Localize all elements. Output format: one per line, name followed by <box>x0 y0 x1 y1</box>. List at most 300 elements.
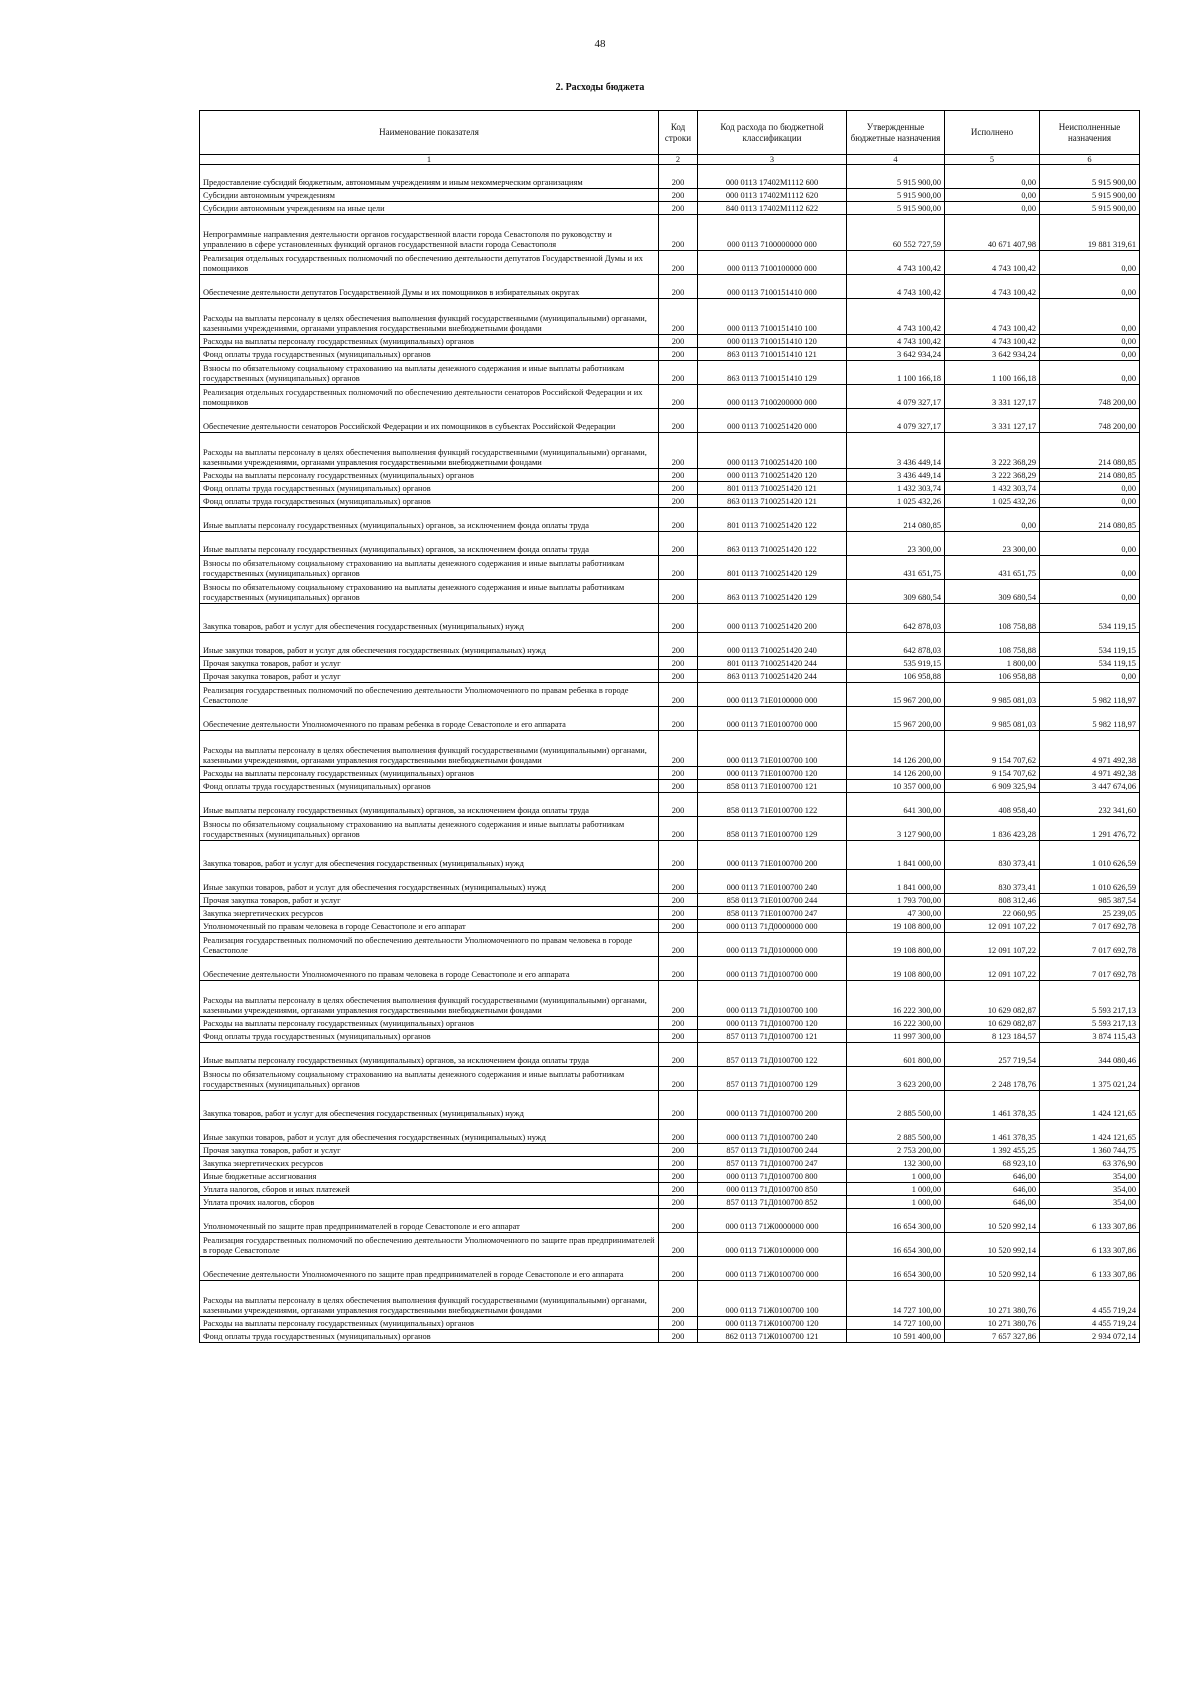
cell-line-code: 200 <box>659 1030 698 1043</box>
cell-expense-code: 000 0113 7100251420 100 <box>698 433 847 469</box>
cell-expense-code: 840 0113 17402M1112 622 <box>698 202 847 215</box>
cell-unexecuted: 5 593 217,13 <box>1040 1017 1140 1030</box>
cell-executed: 431 651,75 <box>945 556 1040 580</box>
cell-indicator-name: Иные выплаты персоналу государственных (муниципальных) органов, за исключением фонда оплаты труда <box>200 532 659 556</box>
cell-expense-code: 000 0113 71Д0100700 240 <box>698 1120 847 1144</box>
cell-indicator-name: Субсидии автономным учреждениям на иные цели <box>200 202 659 215</box>
cell-approved: 641 300,00 <box>847 793 945 817</box>
cell-line-code: 200 <box>659 767 698 780</box>
cell-expense-code: 857 0113 71Д0100700 247 <box>698 1157 847 1170</box>
cell-unexecuted: 5 915 900,00 <box>1040 202 1140 215</box>
table-row <box>200 981 1140 1017</box>
cell-executed: 10 520 992,14 <box>945 1257 1040 1281</box>
table-row <box>200 556 1140 580</box>
cell-line-code: 200 <box>659 731 698 767</box>
cell-expense-code: 000 0113 7100251420 120 <box>698 469 847 482</box>
cell-line-code: 200 <box>659 1170 698 1183</box>
cell-line-code: 200 <box>659 1067 698 1091</box>
cell-indicator-name: Иные выплаты персоналу государственных (муниципальных) органов, за исключением фонда оплаты труда <box>200 793 659 817</box>
table-row <box>200 894 1140 907</box>
cell-unexecuted: 232 341,60 <box>1040 793 1140 817</box>
cell-unexecuted: 0,00 <box>1040 361 1140 385</box>
cell-line-code: 200 <box>659 1017 698 1030</box>
cell-indicator-name: Расходы на выплаты персоналу в целях обеспечения выполнения функций государственными (муниципальными) органами, казенными учреждениями, органами управления государственными внебюджетными фондами <box>200 433 659 469</box>
cell-indicator-name: Расходы на выплаты персоналу государственных (муниципальных) органов <box>200 767 659 780</box>
cell-line-code: 200 <box>659 894 698 907</box>
cell-approved: 3 623 200,00 <box>847 1067 945 1091</box>
cell-executed: 12 091 107,22 <box>945 920 1040 933</box>
cell-approved: 1 025 432,26 <box>847 495 945 508</box>
cell-expense-code: 000 0113 7100251420 200 <box>698 604 847 633</box>
cell-unexecuted: 0,00 <box>1040 495 1140 508</box>
cell-indicator-name: Закупка энергетических ресурсов <box>200 1157 659 1170</box>
cell-executed: 40 671 407,98 <box>945 215 1040 251</box>
cell-unexecuted: 5 915 900,00 <box>1040 189 1140 202</box>
cell-approved: 60 552 727,59 <box>847 215 945 251</box>
cell-indicator-name: Предоставление субсидий бюджетным, автономным учреждениям и иным некоммерческим организациям <box>200 165 659 189</box>
cell-approved: 5 915 900,00 <box>847 189 945 202</box>
table-row <box>200 793 1140 817</box>
cell-unexecuted: 214 080,85 <box>1040 469 1140 482</box>
cell-line-code: 200 <box>659 215 698 251</box>
cell-unexecuted: 344 080,46 <box>1040 1043 1140 1067</box>
cell-approved: 132 300,00 <box>847 1157 945 1170</box>
cell-expense-code: 000 0113 7100151410 100 <box>698 299 847 335</box>
cell-executed: 646,00 <box>945 1196 1040 1209</box>
cell-approved: 47 300,00 <box>847 907 945 920</box>
cell-executed: 3 331 127,17 <box>945 385 1040 409</box>
cell-executed: 4 743 100,42 <box>945 251 1040 275</box>
cell-line-code: 200 <box>659 780 698 793</box>
table-row <box>200 580 1140 604</box>
table-row <box>200 707 1140 731</box>
cell-executed: 22 060,95 <box>945 907 1040 920</box>
cell-line-code: 200 <box>659 841 698 870</box>
table-row <box>200 604 1140 633</box>
cell-line-code: 200 <box>659 1144 698 1157</box>
cell-expense-code: 863 0113 7100151410 121 <box>698 348 847 361</box>
table-row <box>200 1120 1140 1144</box>
cell-unexecuted: 1 424 121,65 <box>1040 1091 1140 1120</box>
cell-approved: 14 727 100,00 <box>847 1281 945 1317</box>
cell-executed: 830 373,41 <box>945 870 1040 894</box>
cell-approved: 1 000,00 <box>847 1183 945 1196</box>
cell-approved: 16 654 300,00 <box>847 1257 945 1281</box>
cell-approved: 3 127 900,00 <box>847 817 945 841</box>
cell-indicator-name: Фонд оплаты труда государственных (муниципальных) органов <box>200 780 659 793</box>
cell-line-code: 200 <box>659 981 698 1017</box>
cell-expense-code: 000 0113 71E0100700 200 <box>698 841 847 870</box>
cell-executed: 646,00 <box>945 1170 1040 1183</box>
cell-approved: 23 300,00 <box>847 532 945 556</box>
cell-indicator-name: Взносы по обязательному социальному страхованию на выплаты денежного содержания и иные выплаты работникам государственных (муниципальных) органов <box>200 361 659 385</box>
table-row <box>200 957 1140 981</box>
cell-approved: 1 000,00 <box>847 1196 945 1209</box>
cell-line-code: 200 <box>659 251 698 275</box>
cell-line-code: 200 <box>659 1281 698 1317</box>
cell-unexecuted: 4 971 492,38 <box>1040 731 1140 767</box>
cell-indicator-name: Реализация государственных полномочий по обеспечению деятельности Уполномоченного по правам человека в городе Севастополе <box>200 933 659 957</box>
column-number: 6 <box>1040 155 1140 165</box>
cell-line-code: 200 <box>659 907 698 920</box>
cell-executed: 8 123 184,57 <box>945 1030 1040 1043</box>
cell-line-code: 200 <box>659 385 698 409</box>
cell-executed: 68 923,10 <box>945 1157 1040 1170</box>
cell-indicator-name: Уполномоченный по правам человека в городе Севастополе и его аппарат <box>200 920 659 933</box>
table-row <box>200 202 1140 215</box>
table-row <box>200 165 1140 189</box>
cell-unexecuted: 7 017 692,78 <box>1040 957 1140 981</box>
page-number: 48 <box>594 38 606 50</box>
cell-executed: 1 100 166,18 <box>945 361 1040 385</box>
cell-line-code: 200 <box>659 580 698 604</box>
cell-approved: 1 000,00 <box>847 1170 945 1183</box>
cell-line-code: 200 <box>659 683 698 707</box>
cell-indicator-name: Расходы на выплаты персоналу государственных (муниципальных) органов <box>200 1317 659 1330</box>
table-row <box>200 348 1140 361</box>
cell-indicator-name: Расходы на выплаты персоналу в целях обеспечения выполнения функций государственными (муниципальными) органами, казенными учреждениями, органами управления государственными внебюджетными фондами <box>200 731 659 767</box>
cell-approved: 14 126 200,00 <box>847 767 945 780</box>
cell-expense-code: 863 0113 7100151410 129 <box>698 361 847 385</box>
cell-unexecuted: 0,00 <box>1040 532 1140 556</box>
cell-unexecuted: 748 200,00 <box>1040 409 1140 433</box>
cell-executed: 1 392 455,25 <box>945 1144 1040 1157</box>
table-row <box>200 841 1140 870</box>
cell-unexecuted: 3 874 115,43 <box>1040 1030 1140 1043</box>
cell-line-code: 200 <box>659 870 698 894</box>
cell-indicator-name: Фонд оплаты труда государственных (муниципальных) органов <box>200 348 659 361</box>
cell-unexecuted: 534 119,15 <box>1040 657 1140 670</box>
table-row <box>200 670 1140 683</box>
cell-expense-code: 000 0113 71E0100700 100 <box>698 731 847 767</box>
cell-unexecuted: 0,00 <box>1040 670 1140 683</box>
cell-executed: 3 331 127,17 <box>945 409 1040 433</box>
cell-expense-code: 000 0113 71Д0100700 000 <box>698 957 847 981</box>
cell-approved: 10 591 400,00 <box>847 1330 945 1343</box>
cell-expense-code: 857 0113 71Д0100700 121 <box>698 1030 847 1043</box>
table-row <box>200 385 1140 409</box>
cell-executed: 4 743 100,42 <box>945 335 1040 348</box>
column-number: 3 <box>698 155 847 165</box>
cell-indicator-name: Обеспечение деятельности Уполномоченного по правам человека в городе Севастополе и его аппарата <box>200 957 659 981</box>
cell-indicator-name: Взносы по обязательному социальному страхованию на выплаты денежного содержания и иные выплаты работникам государственных (муниципальных) органов <box>200 556 659 580</box>
cell-indicator-name: Прочая закупка товаров, работ и услуг <box>200 657 659 670</box>
cell-expense-code: 000 0113 71Д0100000 000 <box>698 933 847 957</box>
cell-expense-code: 000 0113 71E0100700 120 <box>698 767 847 780</box>
cell-unexecuted: 7 017 692,78 <box>1040 933 1140 957</box>
cell-approved: 642 878,03 <box>847 633 945 657</box>
cell-line-code: 200 <box>659 409 698 433</box>
cell-unexecuted: 534 119,15 <box>1040 633 1140 657</box>
cell-indicator-name: Фонд оплаты труда государственных (муниципальных) органов <box>200 1030 659 1043</box>
cell-indicator-name: Обеспечение деятельности депутатов Государственной Думы и их помощников в избирательных округах <box>200 275 659 299</box>
cell-expense-code: 801 0113 7100251420 129 <box>698 556 847 580</box>
cell-expense-code: 801 0113 7100251420 121 <box>698 482 847 495</box>
cell-executed: 108 758,88 <box>945 604 1040 633</box>
cell-line-code: 200 <box>659 299 698 335</box>
table-row <box>200 532 1140 556</box>
table-row <box>200 1281 1140 1317</box>
cell-unexecuted: 19 881 319,61 <box>1040 215 1140 251</box>
cell-expense-code: 000 0113 7100251420 000 <box>698 409 847 433</box>
cell-executed: 6 909 325,94 <box>945 780 1040 793</box>
cell-executed: 0,00 <box>945 165 1040 189</box>
cell-unexecuted: 0,00 <box>1040 482 1140 495</box>
cell-line-code: 200 <box>659 1091 698 1120</box>
table-row <box>200 1017 1140 1030</box>
cell-executed: 309 680,54 <box>945 580 1040 604</box>
cell-indicator-name: Иные бюджетные ассигнования <box>200 1170 659 1183</box>
table-row <box>200 920 1140 933</box>
cell-expense-code: 858 0113 71E0100700 244 <box>698 894 847 907</box>
cell-line-code: 200 <box>659 335 698 348</box>
table-row <box>200 1233 1140 1257</box>
cell-executed: 830 373,41 <box>945 841 1040 870</box>
column-number: 1 <box>200 155 659 165</box>
cell-approved: 1 432 303,74 <box>847 482 945 495</box>
cell-line-code: 200 <box>659 933 698 957</box>
cell-unexecuted: 25 239,05 <box>1040 907 1140 920</box>
cell-indicator-name: Закупка товаров, работ и услуг для обеспечения государственных (муниципальных) нужд <box>200 604 659 633</box>
cell-line-code: 200 <box>659 202 698 215</box>
cell-indicator-name: Прочая закупка товаров, работ и услуг <box>200 670 659 683</box>
table-row <box>200 1030 1140 1043</box>
cell-approved: 431 651,75 <box>847 556 945 580</box>
cell-unexecuted: 2 934 072,14 <box>1040 1330 1140 1343</box>
cell-executed: 10 271 380,76 <box>945 1317 1040 1330</box>
cell-approved: 16 222 300,00 <box>847 1017 945 1030</box>
cell-indicator-name: Реализация отдельных государственных полномочий по обеспечению деятельности сенаторов Российской Федерации и их помощников <box>200 385 659 409</box>
cell-executed: 4 743 100,42 <box>945 275 1040 299</box>
cell-indicator-name: Взносы по обязательному социальному страхованию на выплаты денежного содержания и иные выплаты работникам государственных (муниципальных) органов <box>200 580 659 604</box>
cell-expense-code: 863 0113 7100251420 122 <box>698 532 847 556</box>
cell-unexecuted: 0,00 <box>1040 299 1140 335</box>
cell-unexecuted: 4 455 719,24 <box>1040 1317 1140 1330</box>
cell-approved: 535 919,15 <box>847 657 945 670</box>
cell-executed: 10 629 082,87 <box>945 1017 1040 1030</box>
header-indicator-name: Наименование показателя <box>200 111 659 155</box>
cell-line-code: 200 <box>659 1209 698 1233</box>
cell-approved: 642 878,03 <box>847 604 945 633</box>
table-row <box>200 1170 1140 1183</box>
cell-approved: 2 885 500,00 <box>847 1120 945 1144</box>
cell-expense-code: 000 0113 17402M1112 600 <box>698 165 847 189</box>
cell-line-code: 200 <box>659 1120 698 1144</box>
cell-unexecuted: 214 080,85 <box>1040 508 1140 532</box>
cell-executed: 2 248 178,76 <box>945 1067 1040 1091</box>
cell-expense-code: 000 0113 71E0100700 000 <box>698 707 847 731</box>
cell-expense-code: 000 0113 71Ж0100700 120 <box>698 1317 847 1330</box>
cell-executed: 0,00 <box>945 508 1040 532</box>
cell-unexecuted: 214 080,85 <box>1040 433 1140 469</box>
table-row <box>200 933 1140 957</box>
cell-expense-code: 858 0113 71E0100700 247 <box>698 907 847 920</box>
cell-executed: 9 985 081,03 <box>945 683 1040 707</box>
cell-expense-code: 000 0113 7100100000 000 <box>698 251 847 275</box>
table-row <box>200 433 1140 469</box>
cell-expense-code: 801 0113 7100251420 244 <box>698 657 847 670</box>
cell-line-code: 200 <box>659 707 698 731</box>
cell-expense-code: 000 0113 7100251420 240 <box>698 633 847 657</box>
cell-unexecuted: 4 971 492,38 <box>1040 767 1140 780</box>
cell-expense-code: 000 0113 71Д0100700 850 <box>698 1183 847 1196</box>
cell-expense-code: 858 0113 71E0100700 121 <box>698 780 847 793</box>
cell-approved: 601 800,00 <box>847 1043 945 1067</box>
cell-unexecuted: 6 133 307,86 <box>1040 1257 1140 1281</box>
table-row <box>200 251 1140 275</box>
cell-line-code: 200 <box>659 348 698 361</box>
cell-approved: 5 915 900,00 <box>847 202 945 215</box>
cell-indicator-name: Расходы на выплаты персоналу в целях обеспечения выполнения функций государственными (муниципальными) органами, казенными учреждениями, органами управления государственными внебюджетными фондами <box>200 981 659 1017</box>
cell-executed: 4 743 100,42 <box>945 299 1040 335</box>
table-row <box>200 361 1140 385</box>
header-line-code: Код строки <box>659 111 698 155</box>
table-row <box>200 275 1140 299</box>
table-row <box>200 189 1140 202</box>
cell-indicator-name: Иные закупки товаров, работ и услуг для обеспечения государственных (муниципальных) нужд <box>200 633 659 657</box>
cell-approved: 4 079 327,17 <box>847 385 945 409</box>
cell-executed: 106 958,88 <box>945 670 1040 683</box>
column-number-row <box>200 155 1140 165</box>
cell-indicator-name: Иные закупки товаров, работ и услуг для обеспечения государственных (муниципальных) нужд <box>200 1120 659 1144</box>
cell-unexecuted: 4 455 719,24 <box>1040 1281 1140 1317</box>
cell-line-code: 200 <box>659 670 698 683</box>
cell-expense-code: 858 0113 71E0100700 122 <box>698 793 847 817</box>
table-row <box>200 1091 1140 1120</box>
table-row <box>200 495 1140 508</box>
cell-indicator-name: Прочая закупка товаров, работ и услуг <box>200 894 659 907</box>
cell-executed: 23 300,00 <box>945 532 1040 556</box>
cell-executed: 1 800,00 <box>945 657 1040 670</box>
cell-approved: 1 793 700,00 <box>847 894 945 907</box>
column-number: 4 <box>847 155 945 165</box>
cell-unexecuted: 748 200,00 <box>1040 385 1140 409</box>
cell-indicator-name: Закупка товаров, работ и услуг для обеспечения государственных (муниципальных) нужд <box>200 1091 659 1120</box>
cell-unexecuted: 6 133 307,86 <box>1040 1233 1140 1257</box>
cell-unexecuted: 5 915 900,00 <box>1040 165 1140 189</box>
table-row <box>200 482 1140 495</box>
cell-executed: 646,00 <box>945 1183 1040 1196</box>
cell-approved: 4 743 100,42 <box>847 275 945 299</box>
cell-indicator-name: Фонд оплаты труда государственных (муниципальных) органов <box>200 1330 659 1343</box>
cell-indicator-name: Реализация государственных полномочий по обеспечению деятельности Уполномоченного по защите прав предпринимателей в городе Севастополе <box>200 1233 659 1257</box>
cell-indicator-name: Непрограммные направления деятельности органов государственной власти города Севастополя по руководству и управлению в сфере установленных функций органов государственной власти города Севастополя <box>200 215 659 251</box>
cell-line-code: 200 <box>659 1157 698 1170</box>
cell-line-code: 200 <box>659 508 698 532</box>
cell-approved: 309 680,54 <box>847 580 945 604</box>
table-row <box>200 731 1140 767</box>
table-row <box>200 1043 1140 1067</box>
cell-line-code: 200 <box>659 189 698 202</box>
cell-executed: 12 091 107,22 <box>945 933 1040 957</box>
cell-unexecuted: 1 010 626,59 <box>1040 841 1140 870</box>
column-number: 5 <box>945 155 1040 165</box>
table-row <box>200 1257 1140 1281</box>
cell-line-code: 200 <box>659 957 698 981</box>
table-row <box>200 469 1140 482</box>
cell-unexecuted: 354,00 <box>1040 1170 1140 1183</box>
cell-line-code: 200 <box>659 1257 698 1281</box>
cell-unexecuted: 5 593 217,13 <box>1040 981 1140 1017</box>
cell-executed: 12 091 107,22 <box>945 957 1040 981</box>
cell-expense-code: 857 0113 71Д0100700 129 <box>698 1067 847 1091</box>
cell-unexecuted: 0,00 <box>1040 348 1140 361</box>
table-row <box>200 299 1140 335</box>
cell-line-code: 200 <box>659 1196 698 1209</box>
cell-line-code: 200 <box>659 275 698 299</box>
table-row <box>200 508 1140 532</box>
cell-line-code: 200 <box>659 1330 698 1343</box>
cell-line-code: 200 <box>659 1233 698 1257</box>
table-row <box>200 633 1140 657</box>
table-row <box>200 335 1140 348</box>
column-number: 2 <box>659 155 698 165</box>
cell-expense-code: 000 0113 71Ж0100000 000 <box>698 1233 847 1257</box>
cell-executed: 3 222 368,29 <box>945 433 1040 469</box>
cell-executed: 1 461 378,35 <box>945 1120 1040 1144</box>
cell-line-code: 200 <box>659 920 698 933</box>
cell-unexecuted: 3 447 674,06 <box>1040 780 1140 793</box>
cell-expense-code: 863 0113 7100251420 244 <box>698 670 847 683</box>
cell-expense-code: 000 0113 71Д0000000 000 <box>698 920 847 933</box>
cell-executed: 3 222 368,29 <box>945 469 1040 482</box>
table-body <box>200 165 1140 1343</box>
cell-executed: 808 312,46 <box>945 894 1040 907</box>
cell-indicator-name: Расходы на выплаты персоналу государственных (муниципальных) органов <box>200 469 659 482</box>
cell-executed: 108 758,88 <box>945 633 1040 657</box>
cell-indicator-name: Обеспечение деятельности сенаторов Российской Федерации и их помощников в субъектах Российской Федерации <box>200 409 659 433</box>
cell-indicator-name: Взносы по обязательному социальному страхованию на выплаты денежного содержания и иные выплаты работникам государственных (муниципальных) органов <box>200 817 659 841</box>
cell-unexecuted: 1 375 021,24 <box>1040 1067 1140 1091</box>
cell-approved: 5 915 900,00 <box>847 165 945 189</box>
table-row <box>200 409 1140 433</box>
cell-expense-code: 000 0113 71Д0100700 200 <box>698 1091 847 1120</box>
cell-expense-code: 000 0113 7100000000 000 <box>698 215 847 251</box>
cell-expense-code: 000 0113 71E0100700 240 <box>698 870 847 894</box>
cell-line-code: 200 <box>659 793 698 817</box>
cell-unexecuted: 0,00 <box>1040 251 1140 275</box>
cell-executed: 10 271 380,76 <box>945 1281 1040 1317</box>
cell-approved: 19 108 800,00 <box>847 920 945 933</box>
cell-indicator-name: Закупка товаров, работ и услуг для обеспечения государственных (муниципальных) нужд <box>200 841 659 870</box>
cell-approved: 16 654 300,00 <box>847 1233 945 1257</box>
cell-expense-code: 000 0113 7100200000 000 <box>698 385 847 409</box>
cell-executed: 257 719,54 <box>945 1043 1040 1067</box>
cell-line-code: 200 <box>659 1043 698 1067</box>
cell-indicator-name: Расходы на выплаты персоналу государственных (муниципальных) органов <box>200 335 659 348</box>
cell-expense-code: 858 0113 71E0100700 129 <box>698 817 847 841</box>
table-row <box>200 657 1140 670</box>
header-unexecuted: Неисполненные назначения <box>1040 111 1140 155</box>
cell-unexecuted: 1 010 626,59 <box>1040 870 1140 894</box>
cell-expense-code: 000 0113 7100151410 120 <box>698 335 847 348</box>
cell-line-code: 200 <box>659 495 698 508</box>
cell-expense-code: 857 0113 71Д0100700 244 <box>698 1144 847 1157</box>
cell-unexecuted: 1 291 476,72 <box>1040 817 1140 841</box>
header-expense-code: Код расхода по бюджетной классификации <box>698 111 847 155</box>
cell-executed: 0,00 <box>945 202 1040 215</box>
cell-executed: 1 836 423,28 <box>945 817 1040 841</box>
cell-line-code: 200 <box>659 433 698 469</box>
cell-approved: 3 436 449,14 <box>847 469 945 482</box>
cell-indicator-name: Расходы на выплаты персоналу в целях обеспечения выполнения функций государственными (муниципальными) органами, казенными учреждениями, органами управления государственными внебюджетными фондами <box>200 1281 659 1317</box>
cell-expense-code: 000 0113 71Д0100700 800 <box>698 1170 847 1183</box>
table-row <box>200 1157 1140 1170</box>
cell-approved: 1 100 166,18 <box>847 361 945 385</box>
cell-executed: 10 629 082,87 <box>945 981 1040 1017</box>
header-approved: Утвержденные бюджетные назначения <box>847 111 945 155</box>
cell-unexecuted: 63 376,90 <box>1040 1157 1140 1170</box>
